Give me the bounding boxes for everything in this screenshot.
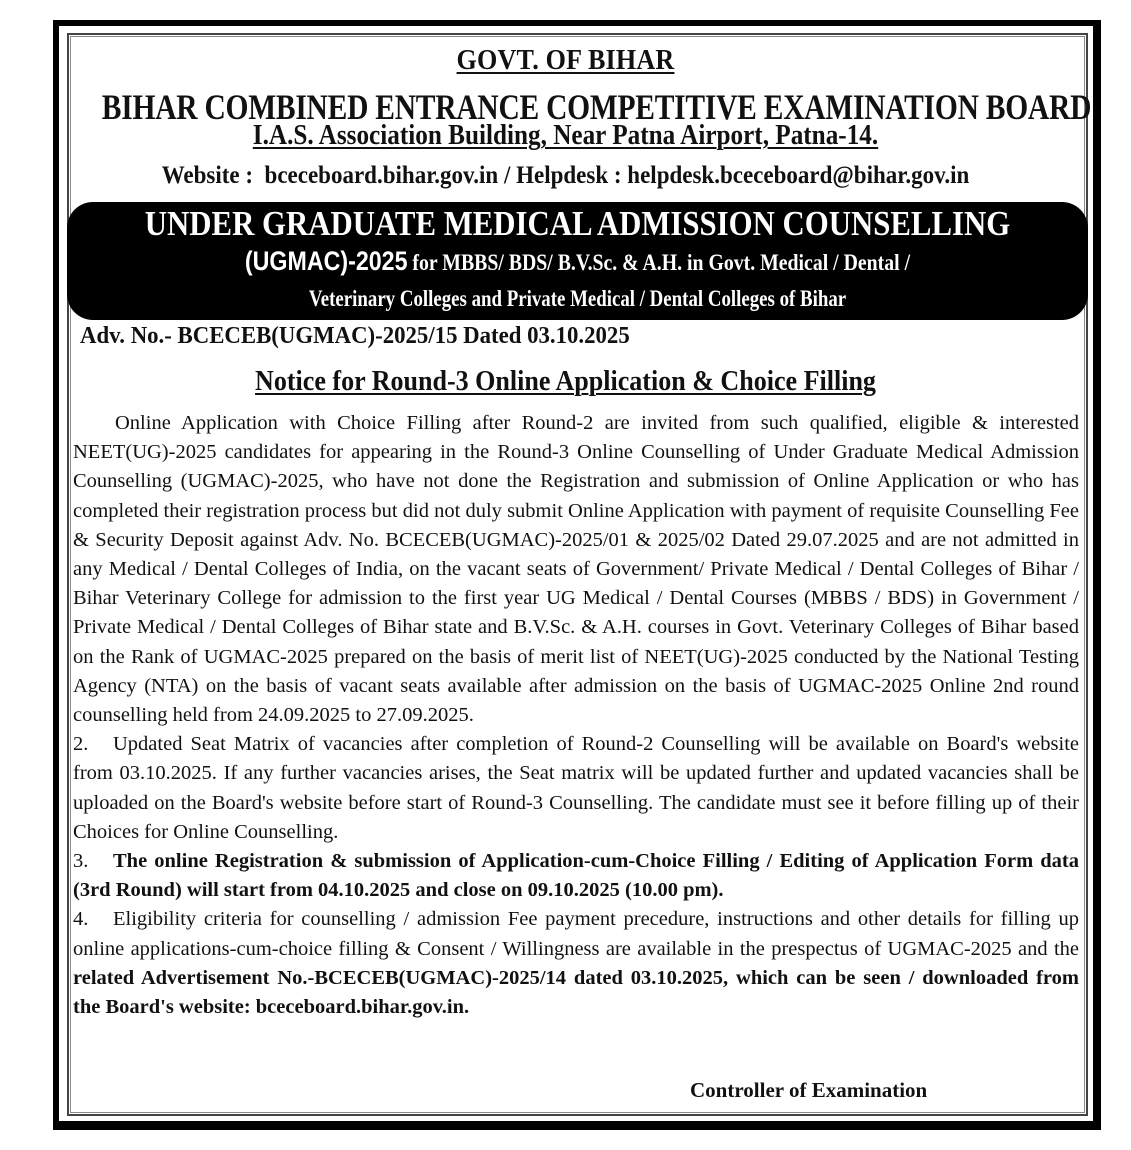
separator: / [503,162,511,189]
banner-courses: for MBBS/ BDS/ B.V.Sc. & A.H. in Govt. Medical / Dental / [412,250,911,275]
helpdesk-label: Helpdesk : [516,162,622,189]
website-label: Website : [161,162,254,189]
related-advertisement: related Advertisement No.-BCECEB(UGMAC)-2025/14 dated 03.10.2025, which can be seen / downloaded from the Board's website: bceceboard.bihar.gov.in. [73,966,1079,1019]
paragraph-3: 3. The online Registration & submission of Application-cum-Choice Filling / Editing of Application Form data (3rd Round) will start from 04.10.2025 and close on 09.10.2025 (10.00 pm). [73,847,1079,905]
contact-line [45,162,1086,190]
banner-subtitle [138,246,1016,277]
board-name: BIHAR COMBINED ENTRANCE COMPETITIVE EXAMINATION BOARD [101,87,1092,127]
paragraph-2: 2. Updated Seat Matrix of vacancies after completion of Round-2 Counselling will be available on Board's website from 03.10.2025. If any further vacancies arises, the Seat matrix will be updated further and updated vacancies shall be uploaded on the Board's website before start of Round-3 Counselling. The candidate must see it before filling up of their Choices for Online Counselling. [73,730,1079,847]
advertisement-number: Adv. No.- BCECEB(UGMAC)-2025/15 Dated 03.10.2025 [80,323,630,349]
paragraph-number: 3. [73,850,89,873]
board-address: I.A.S. Association Building, Near Patna Airport, Patna-14. [252,120,879,151]
notice-title: Notice for Round-3 Online Application & Choice Filling [255,366,876,397]
notice-body [73,409,1079,1022]
banner-code: (UGMAC)-2025 [244,246,408,276]
paragraph-number: 2. [73,733,89,756]
banner-colleges: Veterinary Colleges and Private Medical / Dental Colleges of Bihar [308,286,847,311]
paragraph-4: 4. Eligibility criteria for counselling / admission Fee payment precedure, instructions and other details for filling up online applications-cum-choice filling & Consent / Willingness are available in the prespectus of UGMAC-2025 and the related Advertisement No.-BCECEB(UGMAC)-2025/14 dated 03.10.2025, which can be seen / downloaded from the Board's website: bceceboard.bihar.gov.in. [73,905,1079,1022]
paragraph-1: Online Application with Choice Filling after Round-2 are invited from such qualified, eligible & interested NEET(UG)-2025 candidates for appearing in the Round-3 Online Counselling of Under Graduate Medical Admission Counselling (UGMAC)-2025, who have not done the Registration and submission of Online Application or who has completed their registration process but did not duly submit Online Application with payment of requisite Counselling Fee & Security Deposit against Adv. No. BCECEB(UGMAC)-2025/01 & 2025/02 Dated 29.07.2025 and are not admitted in any Medical / Dental Colleges of India, on the vacant seats of Government/ Private Medical / Dental Colleges of Bihar / Bihar Veterinary College for admission to the first year UG Medical / Dental Courses (MBBS / BDS) in Government / Private Medical / Dental Colleges of Bihar state and B.V.Sc. & A.H. courses in Govt. Veterinary Colleges of Bihar based on the Rank of UGMAC-2025 prepared on the basis of merit list of NEET(UG)-2025 conducted by the National Testing Agency (NTA) on the basis of vacant seats available after admission on the basis of UGMAC-2025 Online 2nd round counselling held from 24.09.2025 to 27.09.2025. [73,412,1079,727]
paragraph-number: 4. [73,908,89,931]
website-link[interactable]: bceceboard.bihar.gov.in [264,162,499,189]
helpdesk-email-link[interactable]: helpdesk.bceceboard@bihar.gov.in [627,162,970,189]
banner-title: UNDER GRADUATE MEDICAL ADMISSION COUNSELLING [144,204,1011,243]
counselling-banner [67,202,1088,320]
signature: Controller of Examination [690,1078,928,1102]
govt-heading: GOVT. OF BIHAR [456,44,675,76]
